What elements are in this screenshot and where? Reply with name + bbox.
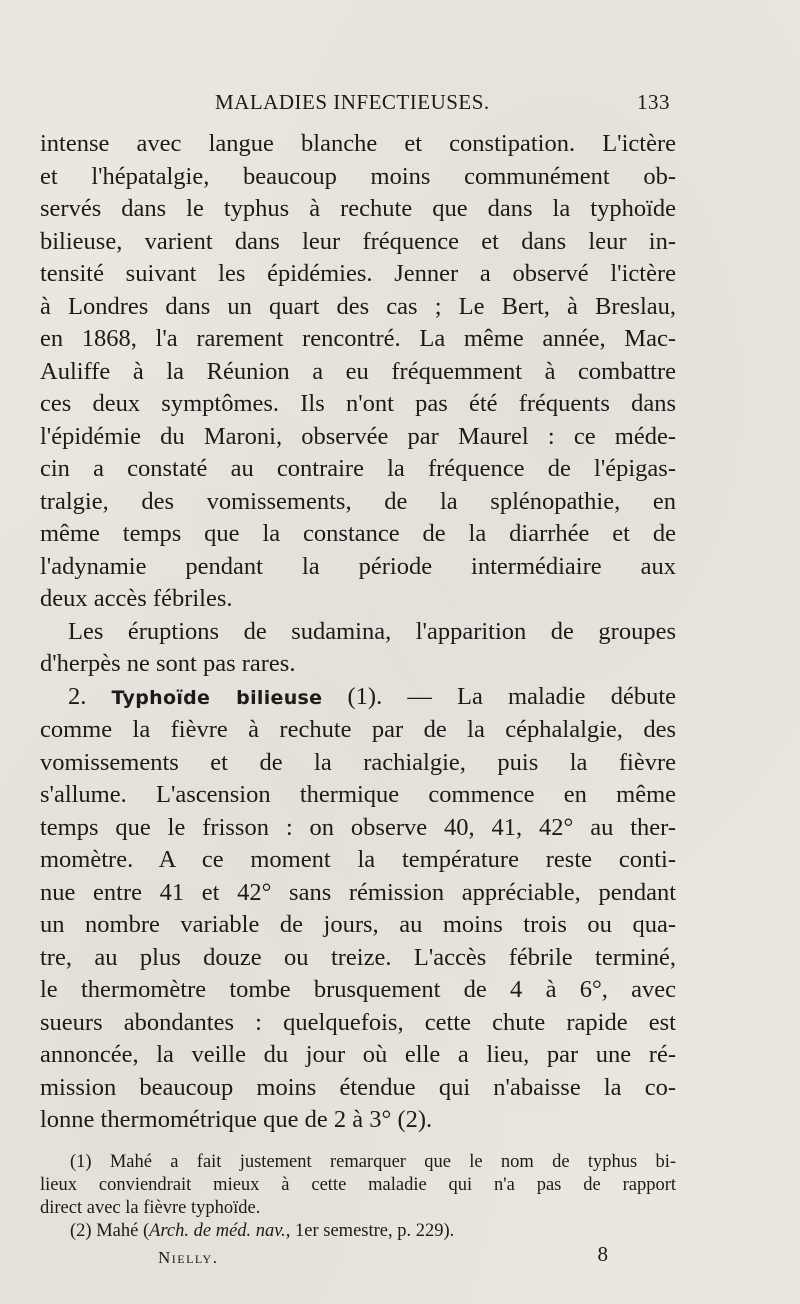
heading-line-text: (1). — La maladie débute: [347, 682, 677, 710]
text-line: à Londres dans un quart des cas ; Le Bert, à Breslau,: [40, 292, 676, 320]
footnote-2-marker: (2) Mahé (: [70, 1221, 150, 1241]
text-line: servés dans le typhus à rechute que dans la typhoïde: [40, 195, 676, 222]
text-line: même temps que la constance de la diarrhée et de: [40, 520, 676, 547]
text-line: comme la fièvre à rechute par de la céphalalgie, des: [40, 716, 676, 743]
text-line: vomissements et de la rachialgie, puis la fièvre: [40, 748, 676, 776]
text-line: mission beaucoup moins étendue qui n'abaisse la co-: [40, 1073, 676, 1101]
signature-sheet-number: 8: [597, 1242, 608, 1266]
text-line: lonne thermométrique que de 2 à 3° (2).: [40, 1106, 433, 1133]
text-line: le thermomètre tombe brusquement de 4 à 6°, avec: [40, 976, 676, 1003]
text-line: ces deux symptômes. Ils n'ont pas été fréquents dans: [40, 390, 676, 417]
footnote-2: [40, 1220, 676, 1243]
footnote-line: lieux conviendrait mieux à cette maladie qui n'a pas de rapport: [40, 1175, 676, 1195]
text-line: l'adynamie pendant la période intermédiaire aux: [40, 552, 676, 580]
text-line: annoncée, la veille du jour où elle a lieu, par une ré-: [40, 1041, 676, 1068]
page-header: [215, 90, 670, 118]
text-line: un nombre variable de jours, au moins trois ou qua-: [40, 911, 676, 938]
page-number: 133: [637, 90, 670, 114]
section-number: 2.: [68, 682, 87, 710]
footnotes: [40, 1151, 676, 1243]
text-line: en 1868, l'a rarement rencontré. La même année, Mac-: [40, 325, 676, 352]
text-line: Auliffe à la Réunion a eu fréquemment à combattre: [40, 357, 676, 385]
text-line: et l'hépatalgie, beaucoup moins communément ob-: [40, 162, 676, 190]
text-line: deux accès fébriles.: [40, 585, 233, 612]
section-heading-line: [40, 681, 676, 715]
text-line: intense avec langue blanche et constipation. L'ictère: [40, 130, 676, 157]
footnote-2-rest: , 1er semestre, p. 229).: [285, 1221, 455, 1241]
text-line: l'épidémie du Maroni, observée par Maurel : ce méde-: [40, 422, 676, 450]
text-line: s'allume. L'ascension thermique commence en même: [40, 781, 676, 808]
text-line: Les éruptions de sudamina, l'apparition de groupes: [68, 617, 676, 645]
text-line: tre, au plus douze ou treize. L'accès fébrile terminé,: [40, 943, 676, 971]
paragraph-1: [40, 128, 676, 616]
text-line: nue entre 41 et 42° sans rémission appréciable, pendant: [40, 878, 676, 906]
running-title: MALADIES INFECTIEUSES.: [215, 90, 490, 114]
paragraph-2: [40, 616, 676, 681]
text-line: tralgie, des vomissements, de la splénopathie, en: [40, 487, 676, 515]
text-line: sueurs abondantes : quelquefois, cette chute rapide est: [40, 1008, 676, 1036]
text-line: cin a constaté au contraire la fréquence de l'épigas-: [40, 455, 676, 482]
text-line: d'herpès ne sont pas rares.: [40, 650, 296, 677]
footnote-line: direct avec la fièvre typhoïde.: [40, 1198, 261, 1218]
text-line: bilieuse, varient dans leur fréquence et dans leur in-: [40, 227, 676, 255]
text-line: temps que le frisson : on observe 40, 41, 42° au ther-: [40, 813, 676, 841]
section-term: Typhoïde bilieuse: [111, 686, 323, 709]
footnote-2-source: Arch. de méd. nav.: [149, 1221, 286, 1241]
signature-author: Nielly.: [158, 1248, 219, 1267]
body-text: [40, 128, 676, 1137]
text-line: tensité suivant les épidémies. Jenner a observé l'ictère: [40, 260, 676, 287]
text-line: momètre. A ce moment la température reste conti-: [40, 846, 676, 873]
paragraph-3: [40, 681, 676, 1137]
footnote-line: (1) Mahé a fait justement remarquer que le nom de typhus bi-: [70, 1152, 676, 1172]
